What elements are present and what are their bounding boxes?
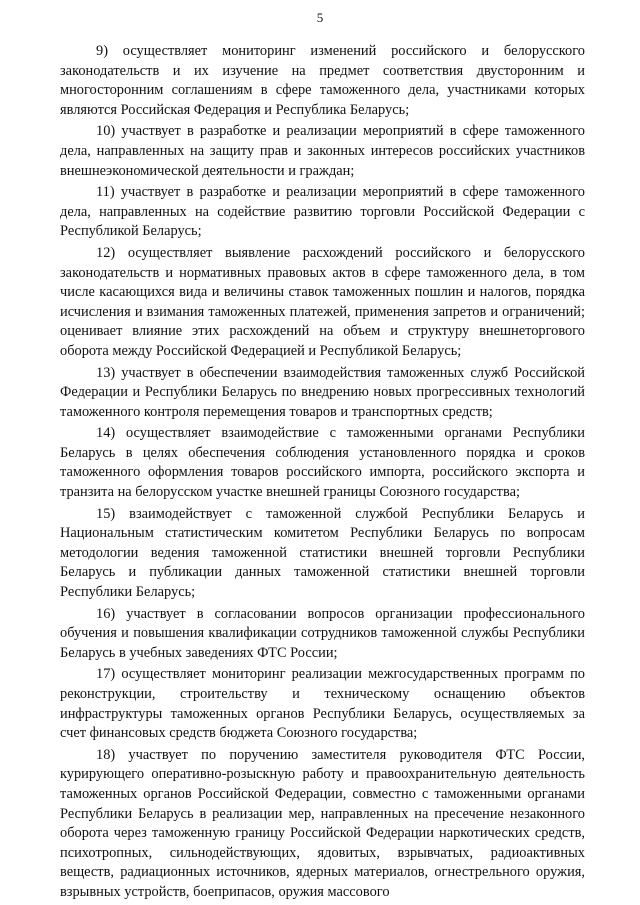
paragraph-item-14: 14) осуществляет взаимодействие с таможенными органами Республики Беларусь в целях обеспечения соблюдения установленного порядка и сроков таможенного оформления товаров российского импорта, российского экспорта и транзита на белорусском участке внешней границы Союзного государства; (60, 425, 585, 501)
paragraph-item-15: 15) взаимодействует с таможенной службой Республики Беларусь и Национальным статистическим комитетом Республики Беларусь по вопросам методологии ведения таможенной статистики внешней торговли Республики Беларусь и публикации данных таможенной статистики внешней торговли Республики Беларусь; (60, 505, 585, 601)
paragraph-item-12: 12) осуществляет выявление расхождений российского и белорусского законодательств и нормативных правовых актов в сфере таможенного дела, в том числе касающихся вида и величины ставок таможенных пошлин и налогов, порядка исчисления и взимания таможенных платежей, применения запретов и ограничений; оценивает влияние этих расхождений на объем и структуру внешнеторгового оборота между Российской Федерацией и Республикой Беларусь; (60, 244, 585, 359)
paragraph-item-18: 18) участвует по поручению заместителя руководителя ФТС России, курирующего оперативно-розыскную работу и правоохранительную деятельность таможенных органов Российской Федерации, совместно с таможенными органами Республики Беларусь в реализации мер, направленных на пресечение незаконного оборота через таможенную границу Российской Федерации наркотических средств, психотропных, сильнодействующих, ядовитых, взрывчатых, радиоактивных веществ, радиационных источников, ядерных материалов, огнестрельного оружия, взрывных устройств, боеприпасов, оружия массового (60, 746, 585, 900)
paragraph-item-13: 13) участвует в обеспечении взаимодействия таможенных служб Российской Федерации и Республики Беларусь по внедрению новых прогрессивных технологий таможенного контроля перемещения товаров и транспортных средств; (60, 364, 585, 420)
paragraph-item-10: 10) участвует в разработке и реализации мероприятий в сфере таможенного дела, направленных на защиту прав и законных интересов российских участников внешнеэкономической деятельности и граждан; (60, 123, 585, 179)
paragraph-item-17: 17) осуществляет мониторинг реализации межгосударственных программ по реконструкции, строительству и техническому оснащению объектов инфраструктуры таможенных органов Республики Беларусь, осуществляемых за счет финансовых средств бюджета Союзного государства; (60, 666, 585, 742)
page-number: 5 (316, 10, 324, 25)
paragraph-item-9: 9) осуществляет мониторинг изменений российского и белорусского законодательств и их изучение на предмет соответствия двусторонним и многосторонним соглашениям в сфере таможенного дела, участниками которых являются Российская Федерация и Республика Беларусь; (60, 43, 585, 118)
paragraph-item-16: 16) участвует в согласовании вопросов организации профессионального обучения и повышения квалификации сотрудников таможенной службы Республики Беларусь в учебных заведениях ФТС России; (60, 605, 585, 661)
document-body (60, 42, 585, 905)
paragraph-item-11: 11) участвует в разработке и реализации мероприятий в сфере таможенного дела, направленных на содействие развитию торговли Российской Федерации с Республикой Беларусь; (60, 184, 585, 240)
